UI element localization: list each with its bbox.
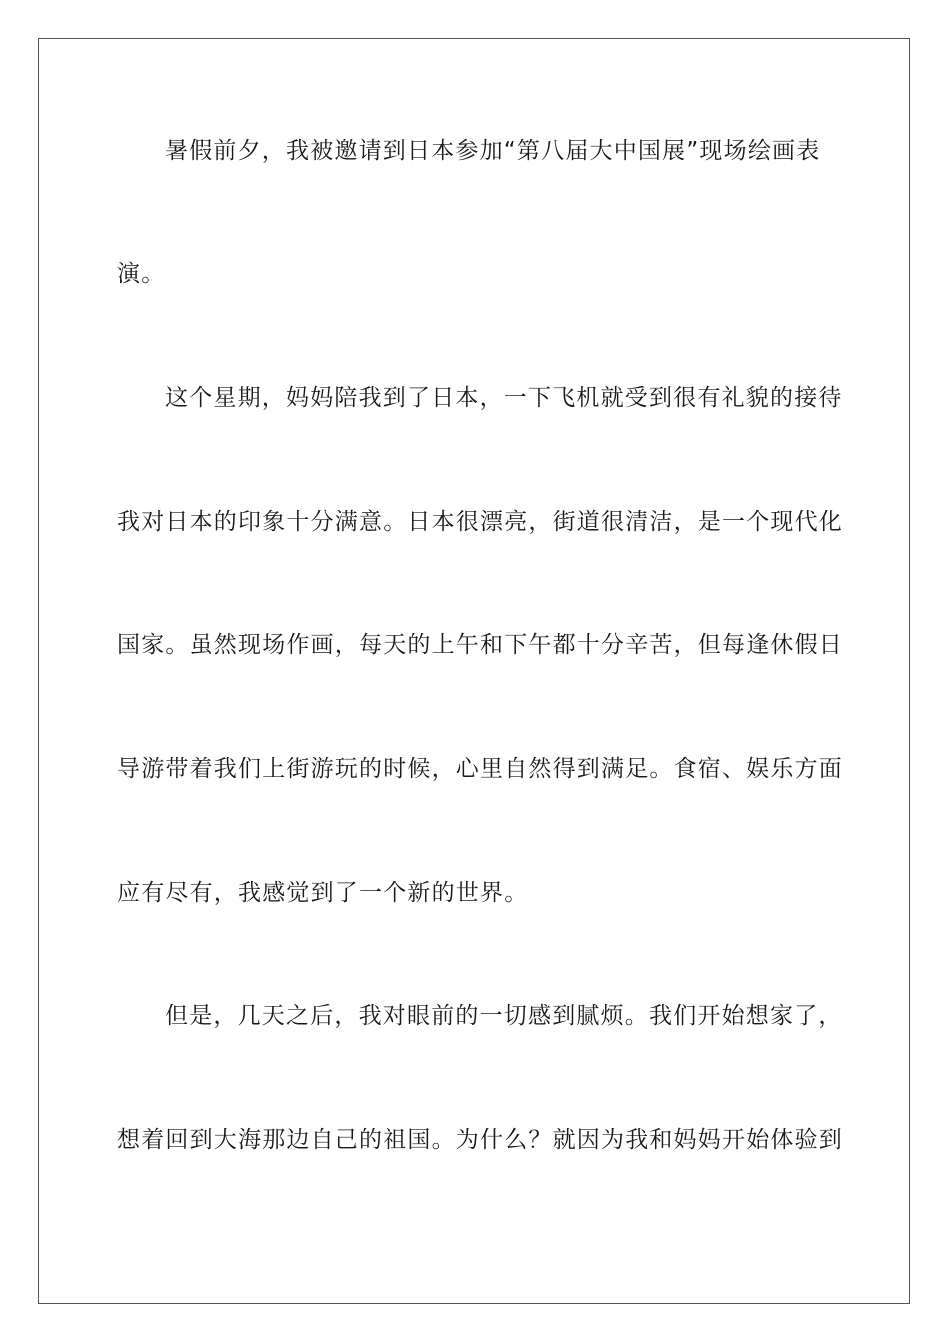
paragraph-2-line-5: 应有尽有，我感觉到了一个新的世界。 [117, 880, 529, 906]
paragraph-1-line-1: 暑假前夕，我被邀请到日本参加“第八届大中国展”现场绘画表 [165, 138, 821, 164]
paragraph-2-line-4: 导游带着我们上街游玩的时候，心里自然得到满足。食宿、娱乐方面 [117, 756, 843, 782]
paragraph-3-line-2: 想着回到大海那边自己的祖国。为什么？就因为我和妈妈开始体验到 [117, 1127, 843, 1153]
paragraph-2-line-2: 我对日本的印象十分满意。日本很漂亮，街道很清洁，是一个现代化 [117, 509, 843, 535]
page-border [38, 38, 910, 1304]
paragraph-2-line-1: 这个星期，妈妈陪我到了日本，一下飞机就受到很有礼貌的接待 [165, 385, 843, 411]
paragraph-3-line-1: 但是，几天之后，我对眼前的一切感到腻烦。我们开始想家了， [165, 1003, 843, 1029]
paragraph-1-line-2: 演。 [117, 261, 166, 287]
paragraph-2-line-3: 国家。虽然现场作画，每天的上午和下午都十分辛苦，但每逢休假日 [117, 632, 843, 658]
